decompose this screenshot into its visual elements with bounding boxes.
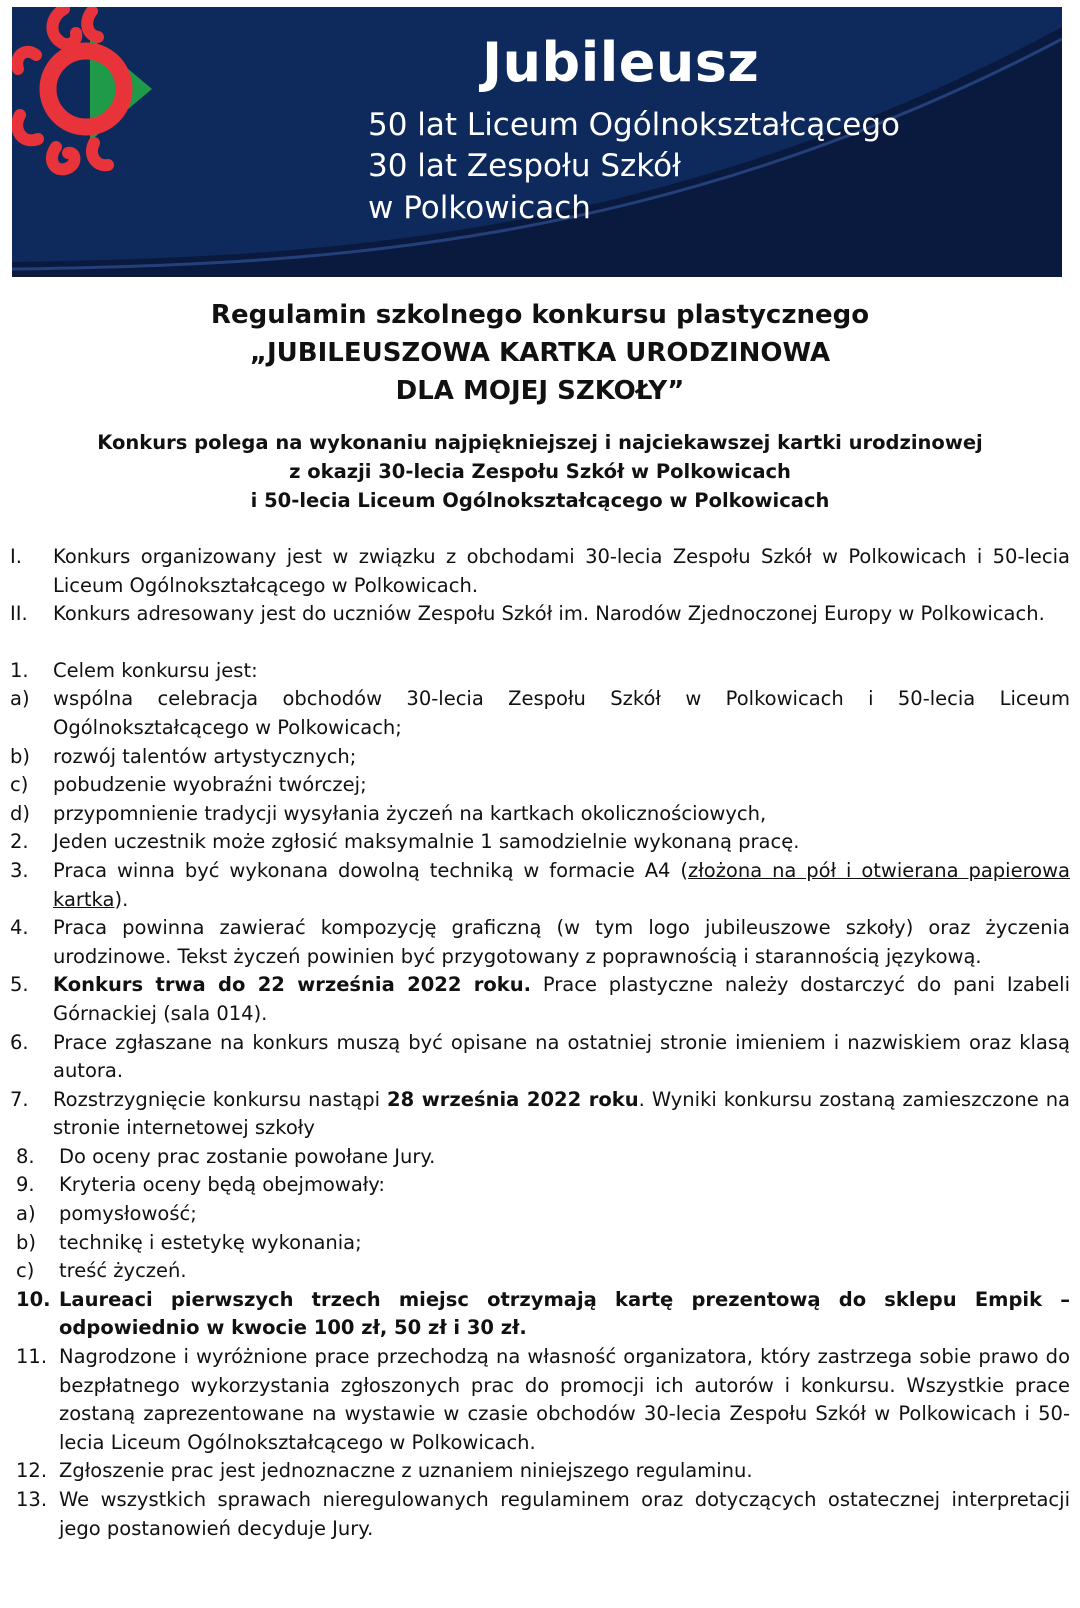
list-item [10,1257,1070,1286]
list-item [10,857,1070,914]
item-text: Prace zgłaszane na konkurs muszą być opisane na ostatniej stronie imieniem i nazwiskiem oraz klasą autora. [53,1030,1070,1083]
spacer [10,629,1070,657]
item-text: pobudzenie wyobraźni twórczej; [53,773,367,797]
item-text: wspólna celebracja obchodów 30-lecia Zespołu Szkół w Polkowicach i 50-lecia Liceum Ogólnokształcącego w Polkowicach; [53,687,1070,739]
item-text: treść życzeń. [59,1259,187,1283]
item-number: 9. [16,1173,35,1197]
list-item [10,1229,1070,1258]
section-item [10,543,1070,600]
list-item [10,1029,1070,1086]
banner-title: Jubileusz [482,31,760,94]
list-item [10,1457,1070,1486]
list-item [10,914,1070,971]
item-text-part: . Wyniki konkursu zostaną zamieszczone na stronie internetowej szkoły [53,1087,1071,1140]
item-text: technikę i estetykę wykonania; [59,1230,362,1254]
banner-line-3: w Polkowicach [368,190,591,226]
item-number: 5. [10,973,29,997]
summary-line-1: Konkurs polega na wykonaniu najpiękniejszej i najciekawszej kartki urodzinowej [97,431,983,454]
item-text: Jeden uczestnik może zgłosić maksymalnie 1 samodzielnie wykonaną pracę. [53,830,800,854]
item-number: a) [16,1202,36,1226]
title-line-2: „JUBILEUSZOWA KARTKA URODZINOWA [249,338,831,368]
regulation-title [0,296,1080,410]
item-text-part: Prace plastyczne należy dostarczyć do pani Izabeli Górnackiej (sala 014). [53,973,1070,1025]
list-item [10,1486,1070,1543]
list-item [10,971,1070,1028]
list-item [10,828,1070,857]
item-text: Praca powinna zawierać kompozycję graficzną (w tym logo jubileuszowe szkoły) oraz życzenia urodzinowe. Tekst życzeń powinien być przygotowany z poprawnością i starannością językową. [53,916,1070,968]
list-item [10,1171,1070,1200]
item-text: Celem konkursu jest: [53,658,258,682]
item-number: b) [16,1230,36,1254]
item-text: Kryteria oceny będą obejmowały: [59,1173,385,1197]
item-number: b) [10,744,30,768]
item-number: a) [10,687,30,711]
item-text-part: ). [114,887,129,911]
item-number: 8. [16,1144,35,1168]
title-line-1: Regulamin szkolnego konkursu plastycznego [210,300,870,330]
item-number: 1. [10,658,29,682]
list-item [10,800,1070,829]
item-number: 10. [16,1287,51,1311]
item-text: We wszystkich sprawach nieregulowanych regulaminem oraz dotyczących ostatecznej interpretacji jego postanowień decyduje Jury. [59,1488,1070,1540]
item-text: przypomnienie tradycji wysyłania życzeń na kartkach okolicznościowych, [53,801,767,825]
banner-line-1: 50 lat Liceum Ogólnokształcącego [368,107,901,143]
item-number: 11. [16,1345,48,1369]
item-text: rozwój talentów artystycznych; [53,744,357,768]
summary-line-2: z okazji 30-lecia Zespołu Szkół w Polkowicach [289,460,791,483]
item-number: 6. [10,1030,29,1054]
list-item [10,743,1070,772]
list-item [10,1143,1070,1172]
item-number: 3. [10,858,29,882]
underlined-text: złożona na pół i otwierana papierowa kartka [53,858,1070,911]
list-item [10,657,1070,686]
list-item [10,685,1070,742]
item-number: 12. [16,1459,48,1483]
item-number: c) [10,773,29,797]
list-item [10,1086,1070,1143]
item-text-part: Rozstrzygnięcie konkursu nastąpi [53,1087,388,1111]
title-line-3: DLA MOJEJ SZKOŁY” [395,376,685,406]
item-text: Zgłoszenie prac jest jednoznaczne z uznaniem niniejszego regulaminu. [59,1459,753,1483]
item-number: d) [10,801,30,825]
list-item [10,1286,1070,1343]
contest-summary [0,428,1080,515]
list-item [10,771,1070,800]
section-number: I. [10,545,22,568]
section-text: Konkurs adresowany jest do uczniów Zespołu Szkół im. Narodów Zjednoczonej Europy w Polkowicach. [53,602,1045,626]
item-number: 7. [10,1087,29,1111]
item-text: pomysłowość; [59,1202,197,1226]
results-date: 28 września 2022 roku [387,1087,639,1111]
item-text-part: Praca winna być wykonana dowolną techniką w formacie A4 ( [53,858,688,882]
item-text: Nagrodzone i wyróżnione prace przechodzą na własność organizatora, który zastrzega sobie prawo do bezpłatnego wykorzystania zgłoszonych prac do promocji ich autorów i konkursu. Wszystkie prace zostaną zaprezentowane na wystawie w czasie obchodów 30-lecia Zespołu Szkół w Polkowicach i 50-lecia Liceum Ogólnokształcącego w Polkowicach. [59,1345,1070,1454]
section-item [10,600,1070,629]
school-jubilee-logo [12,7,160,177]
deadline-text: Konkurs trwa do 22 września 2022 roku. [53,973,532,997]
item-number: 13. [16,1488,48,1511]
list-item [10,1200,1070,1229]
item-text [53,1086,1070,1143]
section-number: II. [10,602,28,626]
item-text: Do oceny prac zostanie powołane Jury. [59,1144,436,1168]
item-number: 2. [10,830,29,854]
jubilee-banner [12,7,1062,277]
item-text [53,971,1070,1028]
section-text: Konkurs organizowany jest w związku z obchodami 30-lecia Zespołu Szkół w Polkowicach i 50-lecia Liceum Ogólnokształcącego w Polkowicach. [53,545,1070,597]
banner-line-2: 30 lat Zespołu Szkół [368,148,681,184]
list-item [10,1343,1070,1457]
item-text [53,857,1070,914]
summary-line-3: i 50-lecia Liceum Ogólnokształcącego w Polkowicach [250,489,830,512]
item-number: c) [16,1259,35,1283]
item-number: 4. [10,916,29,940]
regulation-body [10,543,1070,1543]
prize-text: Laureaci pierwszych trzech miejsc otrzymają kartę prezentową do sklepu Empik – odpowiednio w kwocie 100 zł, 50 zł i 30 zł. [59,1287,1070,1340]
